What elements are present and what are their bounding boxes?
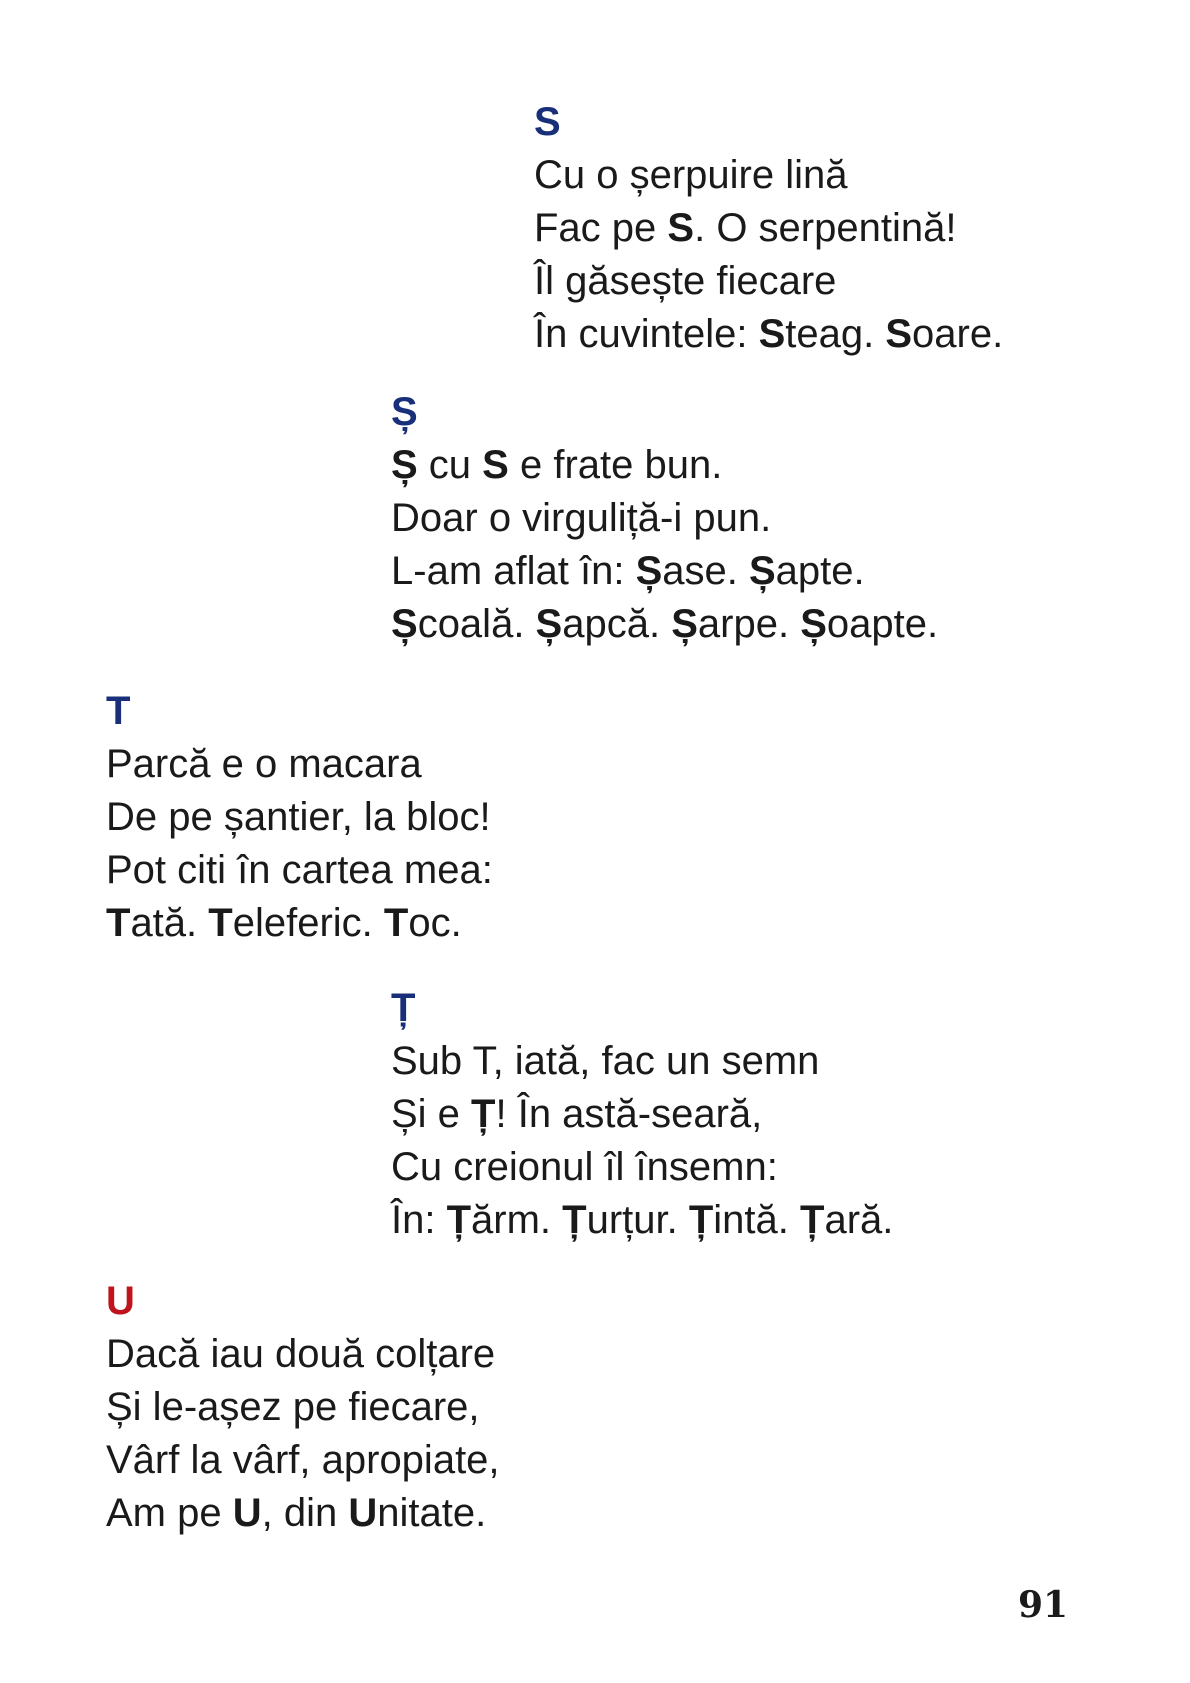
verse-text: Sub T, iată, fac un semn: [391, 1039, 820, 1083]
verse-text: intă.: [713, 1198, 801, 1242]
verse-text: ! În astă-seară,: [495, 1092, 763, 1136]
highlighted-letter: Ț: [688, 1198, 714, 1242]
verse-text: apcă.: [562, 602, 672, 646]
stanza-heading: U: [106, 1279, 135, 1323]
highlighted-letter: U: [348, 1491, 378, 1535]
verse-text: Fac pe: [534, 206, 668, 250]
stanza-t-comma: [391, 982, 893, 1247]
verse-line: [391, 598, 938, 651]
highlighted-letter: Ș: [748, 549, 776, 593]
verse-line: [391, 1194, 893, 1247]
stanza-heading: Ș: [391, 390, 418, 434]
verse-text: ată.: [130, 901, 209, 945]
verse-line: [534, 149, 1003, 202]
verse-text: teag.: [785, 312, 886, 356]
verse-text: coală.: [417, 602, 536, 646]
verse-line: [106, 1487, 500, 1540]
verse-text: Și le-așez pe fiecare,: [106, 1385, 480, 1429]
verse-text: Îl găsește fiecare: [534, 259, 837, 303]
highlighted-letter: Ș: [391, 602, 418, 646]
verse-text: Doar o virguliță-i pun.: [391, 496, 772, 540]
verse-line: [391, 1141, 893, 1194]
highlighted-letter: U: [232, 1491, 262, 1535]
verse-text: , din: [261, 1491, 349, 1535]
page-number: 91: [1018, 1584, 1069, 1626]
highlighted-letter: S: [885, 312, 913, 356]
verse-text: arpe.: [697, 602, 801, 646]
verse-line: [391, 545, 938, 598]
verse-text: e frate bun.: [508, 443, 723, 487]
verse-text: nitate.: [377, 1491, 487, 1535]
verse-text: Și e: [391, 1092, 472, 1136]
verse-text: În:: [391, 1198, 447, 1242]
verse-text: eleferic.: [232, 901, 384, 945]
highlighted-letter: Ș: [391, 443, 418, 487]
verse-line: [391, 439, 938, 492]
highlighted-letter: Ț: [562, 1198, 587, 1242]
verse-text: . O serpentină!: [694, 206, 957, 250]
verse-text: În cuvintele:: [534, 312, 759, 356]
verse-line: [106, 897, 493, 950]
highlighted-letter: T: [383, 901, 409, 945]
highlighted-letter: T: [208, 901, 233, 945]
stanza-heading: S: [534, 100, 561, 144]
highlighted-letter: Ș: [635, 549, 663, 593]
verse-line: [106, 791, 493, 844]
stanza-u: [106, 1275, 500, 1540]
verse-text: Cu o șerpuire lină: [534, 153, 848, 197]
verse-text: cu: [417, 443, 483, 487]
highlighted-letter: Ț: [471, 1092, 496, 1136]
verse-text: Pot citi în cartea mea:: [106, 848, 493, 892]
verse-text: De pe șantier, la bloc!: [106, 795, 491, 839]
verse-line: [534, 308, 1003, 361]
verse-text: oc.: [408, 901, 462, 945]
verse-line: [534, 255, 1003, 308]
highlighted-letter: Ș: [671, 602, 698, 646]
verse-text: urțur.: [586, 1198, 689, 1242]
verse-line: [391, 1088, 893, 1141]
verse-text: ase.: [662, 549, 749, 593]
verse-text: oapte.: [826, 602, 939, 646]
verse-line: [106, 738, 493, 791]
verse-text: Parcă e o macara: [106, 742, 422, 786]
verse-text: Cu creionul îl însemn:: [391, 1145, 778, 1189]
verse-text: apte.: [775, 549, 865, 593]
stanza-s-comma: [391, 386, 938, 651]
verse-line: [391, 492, 938, 545]
verse-line: [106, 844, 493, 897]
verse-text: ară.: [824, 1198, 894, 1242]
verse-text: ărm.: [471, 1198, 563, 1242]
verse-text: Dacă iau două colțare: [106, 1332, 496, 1376]
verse-line: [106, 1434, 500, 1487]
highlighted-letter: Ț: [446, 1198, 472, 1242]
verse-text: Am pe: [106, 1491, 233, 1535]
highlighted-letter: S: [482, 443, 509, 487]
verse-text: L-am aflat în:: [391, 549, 636, 593]
highlighted-letter: Ș: [800, 602, 827, 646]
verse-line: [391, 1035, 893, 1088]
stanza-heading: T: [106, 689, 131, 733]
verse-line: [106, 1381, 500, 1434]
highlighted-letter: S: [667, 206, 695, 250]
highlighted-letter: S: [758, 312, 786, 356]
highlighted-letter: T: [106, 901, 131, 945]
stanza-s: [534, 96, 1003, 361]
verse-text: oare.: [912, 312, 1004, 356]
verse-line: [106, 1328, 500, 1381]
highlighted-letter: Ș: [535, 602, 563, 646]
verse-line: [534, 202, 1003, 255]
highlighted-letter: Ț: [800, 1198, 825, 1242]
stanza-heading: Ț: [391, 986, 416, 1030]
stanza-t: [106, 685, 493, 950]
verse-text: Vârf la vârf, apropiate,: [106, 1438, 500, 1482]
